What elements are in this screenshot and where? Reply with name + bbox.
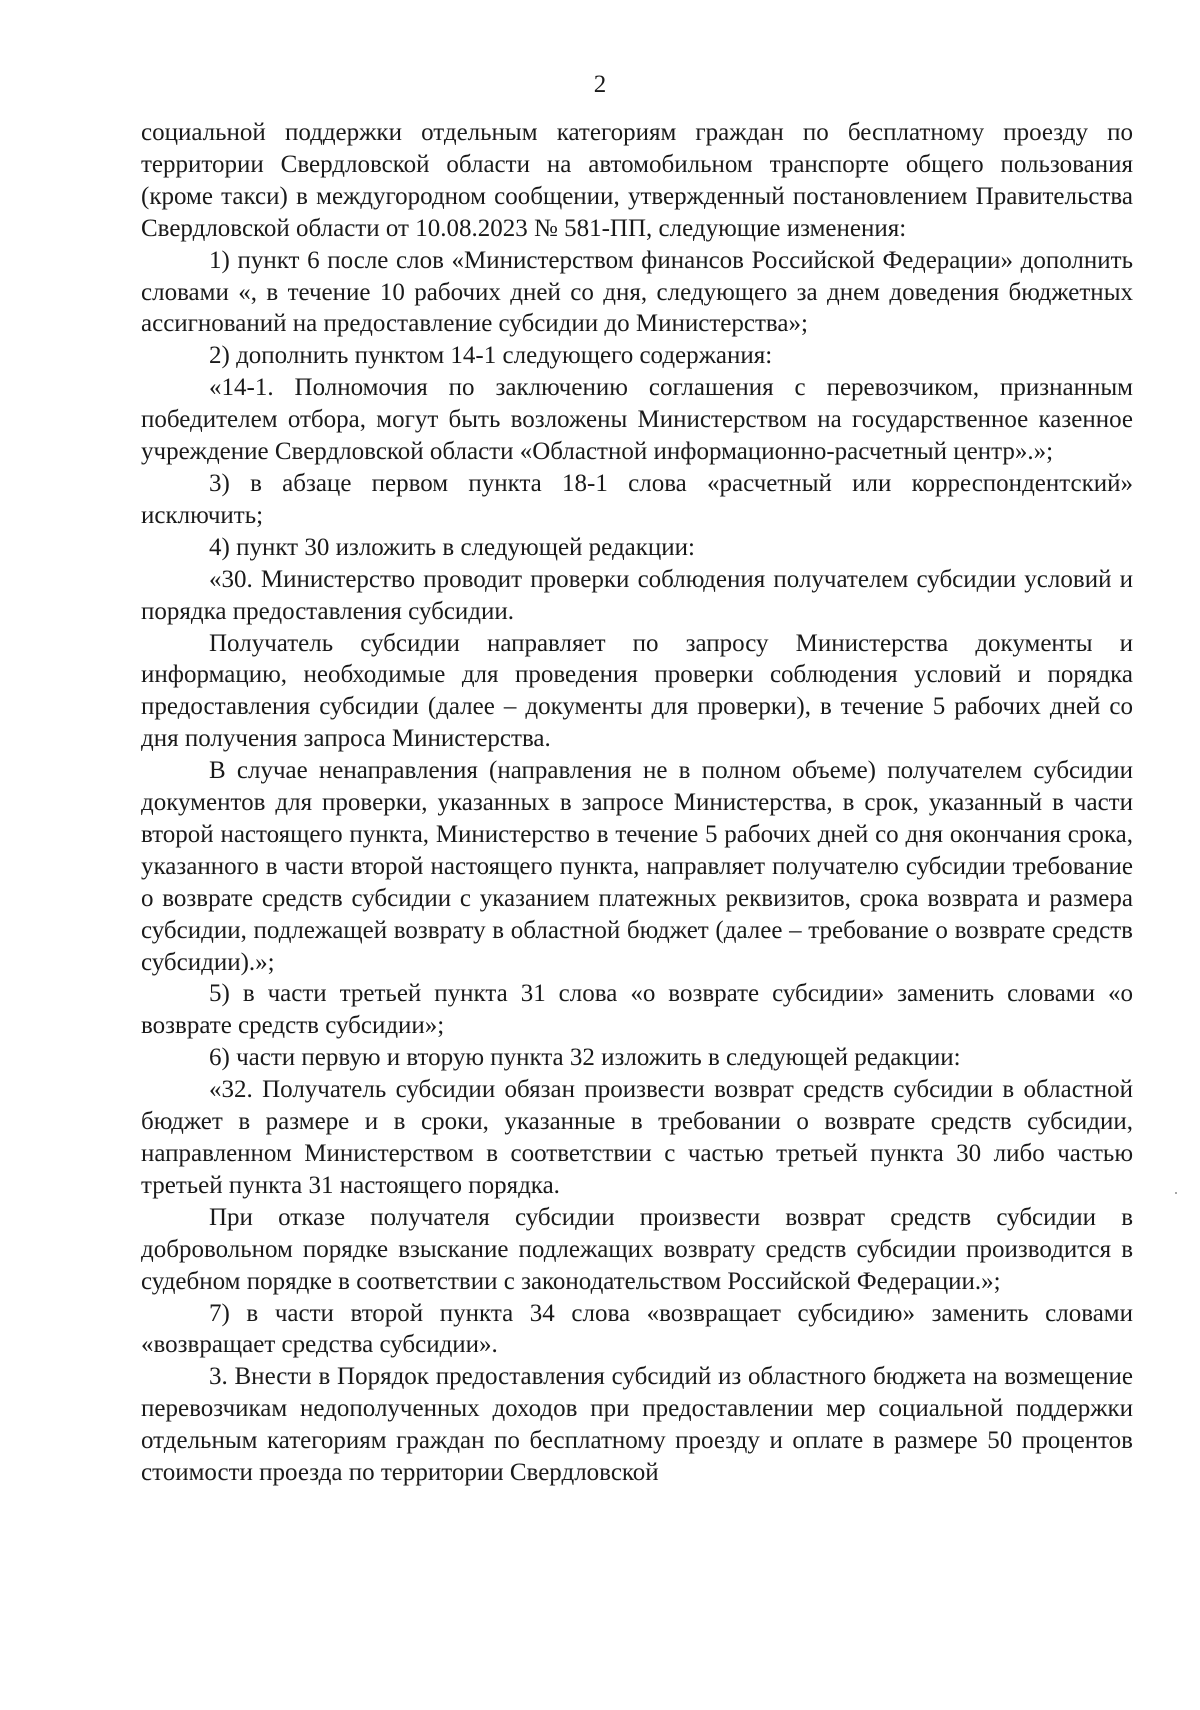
page-number: 2 xyxy=(593,71,607,98)
paragraph: Получатель субсидии направляет по запросу Министерства документы и информацию, необходимые для проведения проверки соблюдения условий и порядка предоставления субсидии (далее – документы для проверки), в течение 5 рабочих дней со дня получения запроса Министерства. xyxy=(141,629,1133,753)
paragraph: 3) в абзаце первом пункта 18-1 слова «расчетный или корреспондентский» исключить; xyxy=(141,469,1133,529)
paragraph: «14-1. Полномочия по заключению соглашения с перевозчиком, признанным победителем отбора, могут быть возложены Министерством на государственное казенное учреждение Свердловской области «Областной информационно-расчетный центр».»; xyxy=(141,374,1133,466)
paragraph: 7) в части второй пункта 34 слова «возвращает субсидию» заменить словами «возвращает средства субсидии». xyxy=(141,1299,1133,1359)
scan-speck xyxy=(1175,1192,1177,1194)
paragraph: 2) дополнить пунктом 14-1 следующего содержания: xyxy=(209,342,773,370)
paragraph: 1) пункт 6 после слов «Министерством финансов Российской Федерации» дополнить словами «, в течение 10 рабочих дней со дня, следующего за днем доведения бюджетных ассигнований на предоставление субсидии до Министерства»; xyxy=(141,246,1133,338)
paragraph: В случае ненаправления (направления не в полном объеме) получателем субсидии документов для проверки, указанных в запросе Министерства, в срок, указанный в части второй настоящего пункта, Министерство в течение 5 рабочих дней со дня окончания срока, указанного в части второй настоящего пункта, направляет получателю субсидии требование о возврате средств субсидии с указанием платежных реквизитов, срока возврата и размера субсидии, подлежащей возврату в областной бюджет (далее – требование о возврате средств субсидии).»; xyxy=(141,757,1133,976)
paragraph: социальной поддержки отдельным категориям граждан по бесплатному проезду по территории Свердловской области на автомобильном транспорте общего пользования (кроме такси) в междугородном сообщении, утвержденный постановлением Правительства Свердловской области от 10.08.2023 № 581-ПП, следующие изменения: xyxy=(141,119,1133,242)
paragraph: 6) части первую и вторую пункта 32 изложить в следующей редакции: xyxy=(209,1044,961,1072)
paragraph: 5) в части третьей пункта 31 слова «о возврате субсидии» заменить словами «о возврате средств субсидии»; xyxy=(141,980,1133,1040)
document-body xyxy=(141,117,1133,1489)
paragraph: 3. Внести в Порядок предоставления субсидий из областного бюджета на возмещение перевозчикам недополученных доходов при предоставлении мер социальной поддержки отдельным категориям граждан по бесплатному проезду и оплате в размере 50 процентов стоимости проезда по территории Свердловской xyxy=(141,1363,1133,1487)
paragraph: 4) пункт 30 изложить в следующей редакции: xyxy=(209,533,695,561)
paragraph: «32. Получатель субсидии обязан произвести возврат средств субсидии в областной бюджет в размере и в сроки, указанные в требовании о возврате средств субсидии, направленном Министерством в соответствии с частью третьей пункта 30 либо частью третьей пункта 31 настоящего порядка. xyxy=(141,1076,1133,1199)
paragraph: «30. Министерство проводит проверки соблюдения получателем субсидии условий и порядка предоставления субсидии. xyxy=(141,565,1133,625)
paragraph: При отказе получателя субсидии произвести возврат средств субсидии в добровольном порядке взыскание подлежащих возврату средств субсидии производится в судебном порядке в соответствии с законодательством Российской Федерации.»; xyxy=(141,1203,1133,1295)
